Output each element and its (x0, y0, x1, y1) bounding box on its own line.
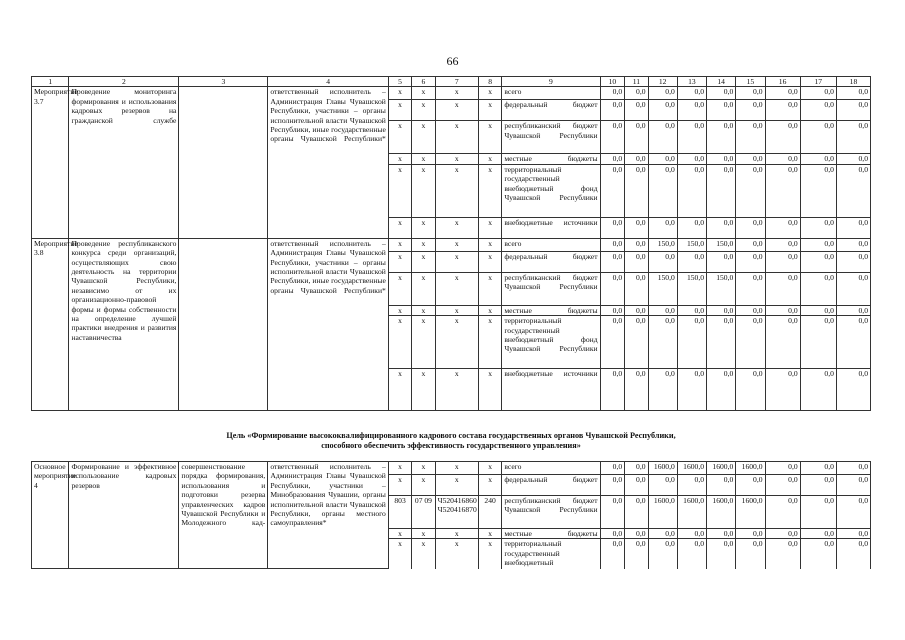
target-article-cell: x (435, 217, 478, 238)
budget-code-cell: x (388, 369, 411, 411)
funding-value-cell: 0,0 (677, 100, 706, 121)
funding-value-cell: 0,0 (600, 475, 625, 496)
section-code-cell: x (412, 154, 435, 164)
column-number: 7 (435, 77, 478, 87)
funding-value-cell: 0,0 (836, 121, 870, 154)
funding-value-cell: 0,0 (600, 496, 625, 529)
goal-heading-line: Цель «Формирование высококвалифицированного кадрового состава государственных органов Чувашской Республики, (226, 431, 676, 440)
measure-name: Формирование и эффективное использование кадровых резервов (69, 462, 179, 569)
funding-value-cell: 0,0 (800, 217, 836, 238)
funding-value-cell: 0,0 (625, 272, 648, 305)
funding-value-cell: 0,0 (648, 154, 677, 164)
funding-source-cell: федеральный бюджет (502, 100, 600, 121)
budget-code-cell: x (388, 217, 411, 238)
budget-code-cell: x (388, 305, 411, 315)
target-article-cell: x (435, 369, 478, 411)
funding-value-cell: 0,0 (677, 316, 706, 369)
funding-value-cell: 0,0 (600, 164, 625, 217)
funding-value-cell: 0,0 (800, 87, 836, 100)
goal-heading (31, 431, 871, 451)
funding-value-cell: 0,0 (625, 154, 648, 164)
funding-value-cell: 0,0 (736, 87, 765, 100)
budget-code-cell: x (388, 539, 411, 569)
funding-source-cell: всего (502, 87, 600, 100)
funding-value-cell: 0,0 (625, 251, 648, 272)
funding-value-cell: 0,0 (625, 496, 648, 529)
budget-code-cell: x (388, 529, 411, 539)
funding-value-cell: 0,0 (765, 154, 800, 164)
funding-value-cell: 0,0 (625, 305, 648, 315)
funding-value-cell: 0,0 (648, 100, 677, 121)
column-number: 16 (765, 77, 800, 87)
funding-value-cell: 0,0 (707, 121, 736, 154)
expense-type-cell: x (478, 100, 501, 121)
section-code-cell: x (412, 121, 435, 154)
funding-value-cell: 0,0 (736, 100, 765, 121)
column-number: 10 (600, 77, 625, 87)
section-code-cell: x (412, 100, 435, 121)
funding-value-cell: 0,0 (765, 539, 800, 569)
program-table-continued (31, 461, 871, 569)
funding-value-cell: 0,0 (765, 475, 800, 496)
funding-value-cell: 0,0 (736, 529, 765, 539)
funding-value-cell: 0,0 (736, 154, 765, 164)
funding-value-cell: 0,0 (707, 87, 736, 100)
expense-type-cell: x (478, 539, 501, 569)
column-number: 13 (677, 77, 706, 87)
budget-code-cell: 803 (388, 496, 411, 529)
section-code-cell: x (412, 272, 435, 305)
budget-code-cell: x (388, 87, 411, 100)
funding-value-cell: 0,0 (836, 217, 870, 238)
funding-value-cell: 0,0 (800, 529, 836, 539)
column-number: 17 (800, 77, 836, 87)
funding-value-cell: 0,0 (836, 154, 870, 164)
funding-value-cell: 0,0 (625, 100, 648, 121)
column-number: 4 (268, 77, 389, 87)
funding-value-cell: 0,0 (648, 316, 677, 369)
funding-value-cell: 0,0 (625, 217, 648, 238)
funding-value-cell: 0,0 (625, 529, 648, 539)
funding-value-cell: 0,0 (600, 121, 625, 154)
funding-source-cell: республиканский бюджет Чувашской Республики (502, 121, 600, 154)
section-code-cell: x (412, 529, 435, 539)
target-article-cell: x (435, 305, 478, 315)
funding-value-cell: 0,0 (648, 369, 677, 411)
funding-value-cell: 0,0 (677, 369, 706, 411)
funding-value-cell: 0,0 (736, 316, 765, 369)
funding-source-cell: территориальный государственный внебюджетный фонд Чувашской Республики (502, 164, 600, 217)
funding-value-cell: 0,0 (765, 462, 800, 475)
funding-value-cell: 0,0 (625, 539, 648, 569)
funding-value-cell: 0,0 (600, 316, 625, 369)
funding-source-cell: республиканский бюджет Чувашской Республики (502, 272, 600, 305)
column-number: 18 (836, 77, 870, 87)
expense-type-cell: 240 (478, 496, 501, 529)
funding-value-cell: 0,0 (677, 251, 706, 272)
section-code-cell: x (412, 251, 435, 272)
funding-value-cell: 0,0 (765, 251, 800, 272)
section-code-cell: x (412, 87, 435, 100)
funding-value-cell: 0,0 (800, 316, 836, 369)
funding-value-cell: 0,0 (765, 316, 800, 369)
funding-value-cell: 0,0 (736, 539, 765, 569)
funding-value-cell: 0,0 (836, 462, 870, 475)
funding-value-cell: 0,0 (677, 164, 706, 217)
funding-value-cell: 0,0 (600, 154, 625, 164)
column-number: 14 (707, 77, 736, 87)
expense-type-cell: x (478, 251, 501, 272)
funding-source-cell: местные бюджеты (502, 305, 600, 315)
budget-code-cell: x (388, 238, 411, 251)
funding-value-cell: 0,0 (707, 305, 736, 315)
section-code-cell: x (412, 316, 435, 369)
funding-value-cell: 0,0 (648, 164, 677, 217)
funding-value-cell: 0,0 (836, 87, 870, 100)
funding-value-cell: 0,0 (736, 369, 765, 411)
funding-value-cell: 0,0 (765, 238, 800, 251)
budget-code-cell: x (388, 154, 411, 164)
target-article-cell: x (435, 87, 478, 100)
funding-value-cell: 0,0 (765, 217, 800, 238)
section-code-cell: x (412, 217, 435, 238)
funding-value-cell: 0,0 (800, 539, 836, 569)
funding-value-cell: 0,0 (648, 529, 677, 539)
funding-value-cell: 0,0 (625, 316, 648, 369)
funding-value-cell: 1600,0 (736, 462, 765, 475)
funding-value-cell: 0,0 (836, 475, 870, 496)
budget-code-cell: x (388, 475, 411, 496)
target-article-cell: Ч520416860 Ч520416870 (435, 496, 478, 529)
funding-value-cell: 0,0 (600, 369, 625, 411)
section-code-cell: x (412, 462, 435, 475)
funding-value-cell: 0,0 (800, 238, 836, 251)
expense-type-cell: x (478, 164, 501, 217)
column-number: 6 (412, 77, 435, 87)
funding-value-cell: 150,0 (677, 272, 706, 305)
funding-value-cell: 0,0 (800, 164, 836, 217)
funding-value-cell: 0,0 (648, 217, 677, 238)
column-number-row (32, 77, 871, 87)
funding-value-cell: 0,0 (707, 539, 736, 569)
funding-value-cell: 0,0 (677, 475, 706, 496)
expense-type-cell: x (478, 529, 501, 539)
funding-value-cell: 0,0 (625, 369, 648, 411)
funding-value-cell: 150,0 (648, 238, 677, 251)
funding-value-cell: 0,0 (707, 154, 736, 164)
funding-value-cell: 0,0 (736, 217, 765, 238)
column-number: 3 (179, 77, 268, 87)
target-article-cell: x (435, 462, 478, 475)
funding-value-cell: 0,0 (800, 121, 836, 154)
funding-value-cell: 0,0 (765, 369, 800, 411)
funding-source-cell: республиканский бюджет Чувашской Республики (502, 496, 600, 529)
measure-executor: ответственный исполнитель – Администрация Главы Чувашской Республики, участники – органы исполнительной власти Чувашской Республики, иные государственные органы Чувашской Республики* (268, 238, 389, 410)
funding-source-cell: федеральный бюджет (502, 475, 600, 496)
target-article-cell: x (435, 238, 478, 251)
budget-code-cell: x (388, 272, 411, 305)
funding-source-cell: территориальный государственный внебюджетный (502, 539, 600, 569)
funding-value-cell: 0,0 (600, 305, 625, 315)
funding-value-cell: 1600,0 (677, 496, 706, 529)
expense-type-cell: x (478, 87, 501, 100)
funding-source-cell: федеральный бюджет (502, 251, 600, 272)
funding-value-cell: 0,0 (707, 217, 736, 238)
target-article-cell: x (435, 529, 478, 539)
funding-value-cell: 1600,0 (707, 462, 736, 475)
section-code-cell: x (412, 164, 435, 217)
funding-value-cell: 150,0 (707, 238, 736, 251)
program-table (31, 76, 871, 411)
column-number: 15 (736, 77, 765, 87)
funding-source-cell: всего (502, 462, 600, 475)
funding-value-cell: 0,0 (765, 496, 800, 529)
funding-value-cell: 150,0 (648, 272, 677, 305)
funding-value-cell: 0,0 (600, 87, 625, 100)
expense-type-cell: x (478, 154, 501, 164)
funding-value-cell: 0,0 (836, 529, 870, 539)
funding-value-cell: 0,0 (600, 462, 625, 475)
measure-goal: совершенствование порядка формирования, использования и подготовки резерва управленческих кадров Чувашской Республики и Молодежного кад- (179, 462, 268, 569)
funding-row (32, 462, 871, 475)
funding-value-cell: 0,0 (677, 539, 706, 569)
column-number: 12 (648, 77, 677, 87)
funding-row (32, 87, 871, 100)
funding-source-cell: местные бюджеты (502, 529, 600, 539)
measure-name: Проведение мониторинга формирования и использования кадровых резервов на гражданской службе (69, 87, 179, 238)
funding-value-cell: 0,0 (800, 462, 836, 475)
funding-value-cell: 0,0 (707, 316, 736, 369)
target-article-cell: x (435, 272, 478, 305)
funding-source-cell: внебюджетные источники (502, 369, 600, 411)
funding-value-cell: 150,0 (707, 272, 736, 305)
column-number: 9 (502, 77, 600, 87)
funding-value-cell: 0,0 (836, 238, 870, 251)
section-code-cell: x (412, 238, 435, 251)
funding-value-cell: 0,0 (800, 496, 836, 529)
funding-value-cell: 1600,0 (736, 496, 765, 529)
target-article-cell: x (435, 251, 478, 272)
funding-value-cell: 0,0 (736, 475, 765, 496)
funding-value-cell: 0,0 (836, 305, 870, 315)
funding-value-cell: 0,0 (707, 251, 736, 272)
funding-value-cell: 150,0 (677, 238, 706, 251)
funding-value-cell: 0,0 (648, 305, 677, 315)
funding-source-cell: территориальный государственный внебюджетный фонд Чувашской Республики (502, 316, 600, 369)
expense-type-cell: x (478, 272, 501, 305)
budget-code-cell: x (388, 251, 411, 272)
expense-type-cell: x (478, 217, 501, 238)
funding-value-cell: 0,0 (765, 87, 800, 100)
funding-value-cell: 0,0 (677, 305, 706, 315)
section-code-cell: x (412, 369, 435, 411)
funding-value-cell: 1600,0 (677, 462, 706, 475)
target-article-cell: x (435, 316, 478, 369)
measure-label: Основное мероприятие 4 (32, 462, 69, 569)
funding-value-cell: 0,0 (800, 369, 836, 411)
funding-value-cell: 0,0 (648, 475, 677, 496)
funding-value-cell: 0,0 (600, 529, 625, 539)
funding-value-cell: 0,0 (736, 305, 765, 315)
funding-value-cell: 0,0 (648, 121, 677, 154)
funding-value-cell: 0,0 (707, 164, 736, 217)
measure-label: Мероприятие 3.7 (32, 87, 69, 238)
funding-value-cell: 0,0 (800, 272, 836, 305)
funding-value-cell: 0,0 (765, 100, 800, 121)
target-article-cell: x (435, 539, 478, 569)
column-number: 8 (478, 77, 501, 87)
funding-value-cell: 0,0 (736, 272, 765, 305)
column-number: 5 (388, 77, 411, 87)
funding-value-cell: 0,0 (736, 164, 765, 217)
measure-executor: ответственный исполнитель – Администрация Главы Чувашской Республики, участники – Минобразования Чувашии, органы исполнительной власти Чувашской Республики, органы местного самоуправления* (268, 462, 389, 569)
target-article-cell: x (435, 154, 478, 164)
funding-value-cell: 0,0 (765, 164, 800, 217)
funding-value-cell: 0,0 (600, 100, 625, 121)
column-number: 2 (69, 77, 179, 87)
funding-value-cell: 0,0 (800, 100, 836, 121)
measure-name: Проведение республиканского конкурса среди организаций, осуществляющих свою деятельность на территории Чувашской Республики, независимо от их организационно-правовой формы и формы собственности на определение лучшей практики внедрения и развития наставничества (69, 238, 179, 410)
section-code-cell: 07 09 (412, 496, 435, 529)
funding-value-cell: 0,0 (736, 251, 765, 272)
measure-goal (179, 87, 268, 238)
funding-source-cell: всего (502, 238, 600, 251)
expense-type-cell: x (478, 316, 501, 369)
funding-value-cell: 0,0 (836, 164, 870, 217)
expense-type-cell: x (478, 305, 501, 315)
funding-value-cell: 0,0 (648, 539, 677, 569)
funding-value-cell: 0,0 (765, 305, 800, 315)
page-number: 66 (446, 54, 459, 68)
funding-value-cell: 0,0 (600, 217, 625, 238)
column-number: 11 (625, 77, 648, 87)
expense-type-cell: x (478, 369, 501, 411)
funding-value-cell: 1600,0 (648, 462, 677, 475)
expense-type-cell: x (478, 462, 501, 475)
funding-value-cell: 0,0 (625, 121, 648, 154)
funding-value-cell: 0,0 (836, 496, 870, 529)
target-article-cell: x (435, 475, 478, 496)
funding-value-cell: 1600,0 (707, 496, 736, 529)
measure-executor: ответственный исполнитель – Администрация Главы Чувашской Республики, участники – органы исполнительной власти Чувашской Республики, иные государственные органы Чувашской Республики* (268, 87, 389, 238)
funding-source-cell: внебюджетные источники (502, 217, 600, 238)
budget-code-cell: x (388, 316, 411, 369)
target-article-cell: x (435, 164, 478, 217)
funding-value-cell: 1600,0 (648, 496, 677, 529)
section-code-cell: x (412, 305, 435, 315)
funding-value-cell: 0,0 (836, 251, 870, 272)
funding-value-cell: 0,0 (836, 539, 870, 569)
column-number: 1 (32, 77, 69, 87)
budget-code-cell: x (388, 462, 411, 475)
funding-value-cell: 0,0 (800, 251, 836, 272)
funding-value-cell: 0,0 (765, 121, 800, 154)
funding-value-cell: 0,0 (836, 316, 870, 369)
funding-value-cell: 0,0 (836, 369, 870, 411)
funding-value-cell: 0,0 (836, 100, 870, 121)
funding-value-cell: 0,0 (707, 100, 736, 121)
budget-code-cell: x (388, 164, 411, 217)
funding-value-cell: 0,0 (600, 238, 625, 251)
expense-type-cell: x (478, 238, 501, 251)
funding-value-cell: 0,0 (677, 529, 706, 539)
target-article-cell: x (435, 121, 478, 154)
funding-value-cell: 0,0 (736, 238, 765, 251)
budget-code-cell: x (388, 121, 411, 154)
funding-value-cell: 0,0 (677, 87, 706, 100)
funding-value-cell: 0,0 (600, 272, 625, 305)
goal-heading-line: способного обеспечить эффективность государственного управления» (321, 441, 581, 450)
section-code-cell: x (412, 475, 435, 496)
funding-value-cell: 0,0 (600, 251, 625, 272)
section-code-cell: x (412, 539, 435, 569)
funding-value-cell: 0,0 (677, 217, 706, 238)
funding-value-cell: 0,0 (707, 529, 736, 539)
funding-value-cell: 0,0 (800, 475, 836, 496)
funding-value-cell: 0,0 (625, 164, 648, 217)
measure-goal (179, 238, 268, 410)
funding-value-cell: 0,0 (800, 154, 836, 164)
funding-value-cell: 0,0 (625, 462, 648, 475)
funding-value-cell: 0,0 (677, 121, 706, 154)
measure-label: Мероприятие 3.8 (32, 238, 69, 410)
funding-value-cell: 0,0 (800, 305, 836, 315)
funding-value-cell: 0,0 (625, 475, 648, 496)
funding-row (32, 238, 871, 251)
budget-code-cell: x (388, 100, 411, 121)
funding-value-cell: 0,0 (648, 87, 677, 100)
expense-type-cell: x (478, 121, 501, 154)
funding-value-cell: 0,0 (600, 539, 625, 569)
funding-value-cell: 0,0 (707, 475, 736, 496)
funding-value-cell: 0,0 (836, 272, 870, 305)
target-article-cell: x (435, 100, 478, 121)
funding-value-cell: 0,0 (736, 121, 765, 154)
funding-value-cell: 0,0 (625, 87, 648, 100)
funding-value-cell: 0,0 (677, 154, 706, 164)
funding-source-cell: местные бюджеты (502, 154, 600, 164)
funding-value-cell: 0,0 (707, 369, 736, 411)
funding-value-cell: 0,0 (625, 238, 648, 251)
funding-value-cell: 0,0 (648, 251, 677, 272)
expense-type-cell: x (478, 475, 501, 496)
funding-value-cell: 0,0 (765, 529, 800, 539)
funding-value-cell: 0,0 (765, 272, 800, 305)
